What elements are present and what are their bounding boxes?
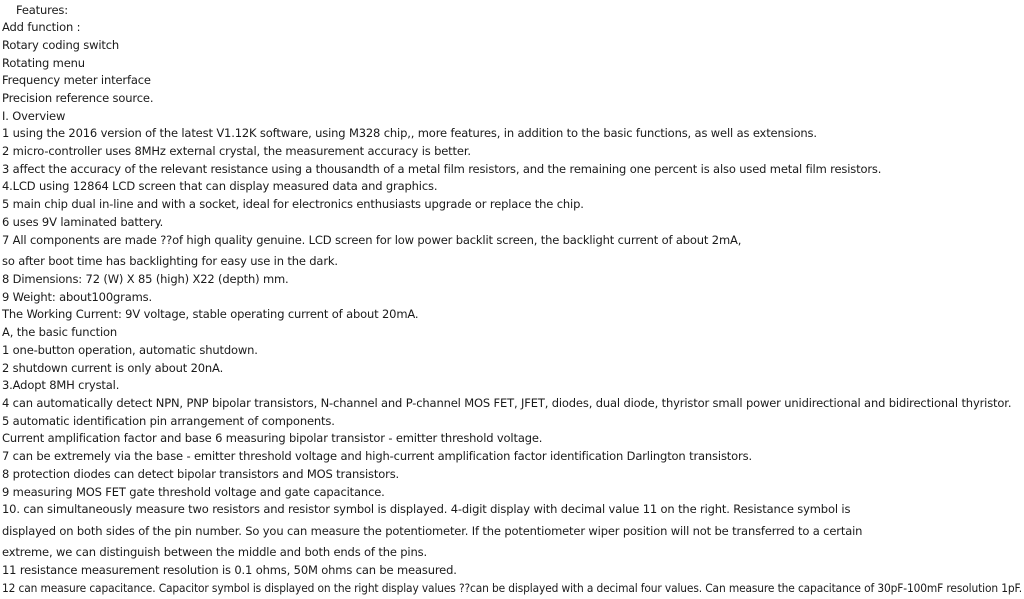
doc-line: The Working Current: 9V voltage, stable operating current of about 20mA. [2, 307, 419, 321]
doc-line: 7 can be extremely via the base - emitter threshold voltage and high-current amplification factor identification Darlington transistors. [2, 449, 752, 463]
doc-line: 9 measuring MOS FET gate threshold voltage and gate capacitance. [2, 485, 385, 499]
doc-line: 11 resistance measurement resolution is 0.1 ohms, 50M ohms can be measured. [2, 563, 457, 577]
doc-line: 8 protection diodes can detect bipolar transistors and MOS transistors. [2, 467, 400, 481]
doc-line: A, the basic function [2, 325, 118, 339]
doc-line: Precision reference source. [2, 91, 154, 105]
doc-line: Frequency meter interface [2, 73, 151, 87]
doc-line: Current amplification factor and base 6 measuring bipolar transistor - emitter threshold voltage. [2, 431, 543, 445]
doc-line: 12 can measure capacitance. Capacitor symbol is displayed on the right display values ??can be displayed with a decimal four values. Can measure the capacitance of 30pF-100mF resolution 1pF. [2, 581, 1023, 595]
doc-line: Rotary coding switch [2, 38, 120, 52]
doc-line: 10. can simultaneously measure two resistors and resistor symbol is displayed. 4-digit display with decimal value 11 on the right. Resistance symbol is [2, 502, 851, 516]
doc-line: 5 main chip dual in-line and with a socket, ideal for electronics enthusiasts upgrade or replace the chip. [2, 197, 584, 211]
doc-line: 1 one-button operation, automatic shutdown. [2, 343, 258, 357]
doc-line: 6 uses 9V laminated battery. [2, 215, 164, 229]
doc-line: so after boot time has backlighting for easy use in the dark. [2, 254, 338, 268]
doc-line: 7 All components are made ??of high quality genuine. LCD screen for low power backlit screen, the backlight current of about 2mA, [2, 233, 742, 247]
doc-line: 3.Adopt 8MH crystal. [2, 378, 120, 392]
doc-line: Add function : [2, 20, 81, 34]
doc-line: displayed on both sides of the pin number. So you can measure the potentiometer. If the potentiometer wiper position will not be transferred to a certain [2, 524, 863, 538]
doc-line: 1 using the 2016 version of the latest V1.12K software, using M328 chip,, more features, in addition to the basic functions, as well as extensions. [2, 126, 817, 140]
doc-line: extreme, we can distinguish between the middle and both ends of the pins. [2, 545, 427, 559]
doc-line: 5 automatic identification pin arrangement of components. [2, 414, 335, 428]
doc-line: 9 Weight: about100grams. [2, 290, 153, 304]
doc-line: 3 affect the accuracy of the relevant resistance using a thousandth of a metal film resistors, and the remaining one percent is also used metal film resistors. [2, 162, 882, 176]
doc-heading: Features: [16, 3, 68, 17]
doc-line: 2 shutdown current is only about 20nA. [2, 361, 224, 375]
doc-line: 8 Dimensions: 72 (W) X 85 (high) X22 (depth) mm. [2, 272, 289, 286]
doc-line: 4 can automatically detect NPN, PNP bipolar transistors, N-channel and P-channel MOS FET, JFET, diodes, dual diode, thyristor small power unidirectional and bidirectional thyristor. [2, 396, 1012, 410]
doc-line: 4.LCD using 12864 LCD screen that can display measured data and graphics. [2, 179, 438, 193]
doc-line: Rotating menu [2, 56, 85, 70]
doc-line: I. Overview [2, 109, 66, 123]
doc-line: 2 micro-controller uses 8MHz external crystal, the measurement accuracy is better. [2, 144, 471, 158]
